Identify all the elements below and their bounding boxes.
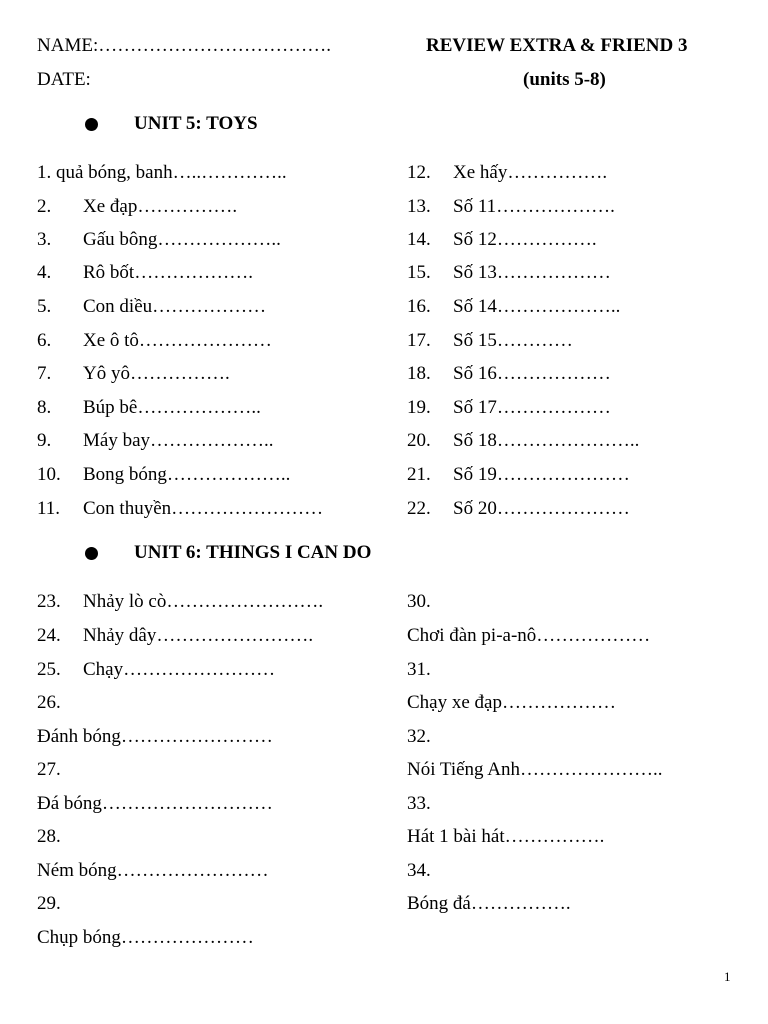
item-number: 7. [37,363,52,384]
item-text: 33. [407,793,431,814]
item-number: 24. [37,625,61,646]
list-item [37,893,61,915]
item-number: 11. [37,498,61,519]
list-item [407,229,597,251]
list-item [407,659,431,681]
list-item [37,759,61,781]
list-item [407,464,630,486]
item-text: Số 11………………. [453,196,615,217]
item-number: 4. [37,262,52,283]
item-text: Nhảy dây……………………. [83,625,314,646]
item-number: 18. [407,363,431,384]
item-number: 12. [407,162,431,183]
item-number: 25. [37,659,61,680]
item-text: Xe ô tô………………… [83,330,272,351]
item-text: Số 20………………… [453,498,630,519]
list-item [407,397,611,419]
list-item [37,659,275,681]
list-item [37,262,253,284]
item-text: 1. quả bóng, banh…..………….. [37,162,287,183]
list-item [407,860,431,882]
item-text: Số 16……………… [453,363,611,384]
date-field-label: DATE: [37,69,91,90]
item-text: 34. [407,860,431,881]
list-item [37,430,274,452]
bullet-icon [85,118,98,131]
list-item [37,464,290,486]
item-text: 27. [37,759,61,780]
list-item [37,927,254,949]
list-item [407,591,431,613]
item-text: Xe hấy……………. [453,162,608,183]
bullet-icon [85,547,98,560]
list-item [407,162,607,184]
list-item [37,397,261,419]
item-text: Ném bóng…………………… [37,860,269,881]
item-text: Hát 1 bài hát……………. [407,826,605,847]
item-text: Chạy xe đạp……………… [407,692,616,713]
list-item [37,330,272,352]
item-number: 5. [37,296,52,317]
list-item [37,162,287,184]
list-item [37,296,266,318]
item-number: 15. [407,262,431,283]
item-text: Rô bốt………………. [83,262,253,283]
item-text: 32. [407,726,431,747]
item-text: Số 14……………….. [453,296,621,317]
name-field-label: NAME:………………………………. [37,35,331,56]
item-text: Con diều……………… [83,296,267,317]
item-text: 29. [37,893,61,914]
item-text: 26. [37,692,61,713]
list-item [37,726,273,748]
item-number: 21. [407,464,431,485]
item-text: Số 13……………… [453,262,611,283]
worksheet-subtitle: (units 5-8) [523,69,606,90]
list-item [407,262,611,284]
item-text: Chơi đàn pi-a-nô……………… [407,625,651,646]
item-number: 2. [37,196,52,217]
item-number: 10. [37,464,61,485]
list-item [407,726,431,748]
item-text: 28. [37,826,61,847]
list-item [407,692,616,714]
item-text: Búp bê……………….. [83,397,261,418]
item-number: 22. [407,498,431,519]
item-text: Số 17……………… [453,397,611,418]
item-number: 17. [407,330,431,351]
item-number: 6. [37,330,52,351]
item-text: 31. [407,659,431,680]
item-number: 9. [37,430,52,451]
list-item [37,498,323,520]
list-item [37,229,281,251]
list-item [407,498,630,520]
item-text: Số 12……………. [453,229,597,250]
list-item [407,363,611,385]
item-text: Con thuyền…………………… [83,498,324,519]
page-number: 1 [724,969,731,984]
unit5-heading: UNIT 5: TOYS [134,113,258,134]
item-text: Máy bay……………….. [83,430,274,451]
list-item [407,793,431,815]
item-text: Bong bóng……………….. [83,464,291,485]
item-text: Gấu bông……………….. [83,229,281,250]
list-item [407,625,650,647]
item-number: 20. [407,430,431,451]
item-text: Số 18………………….. [453,430,640,451]
list-item [407,196,615,218]
list-item [37,692,61,714]
list-item [407,430,639,452]
item-number: 8. [37,397,52,418]
item-number: 16. [407,296,431,317]
list-item [407,826,604,848]
unit6-heading: UNIT 6: THINGS I CAN DO [134,542,372,563]
list-item [37,793,273,815]
item-text: Nhảy lò cò……………………. [83,591,324,612]
list-item [407,893,571,915]
item-number: 19. [407,397,431,418]
list-item [407,759,662,781]
item-text: Bóng đá……………. [407,893,571,914]
item-text: Chạy…………………… [83,659,276,680]
item-number: 3. [37,229,52,250]
item-number: 13. [407,196,431,217]
item-text: Số 19………………… [453,464,630,485]
item-text: Nói Tiếng Anh………………….. [407,759,663,780]
list-item [37,196,237,218]
item-text: Số 15………… [453,330,573,351]
item-text: 30. [407,591,431,612]
item-text: Xe đạp……………. [83,196,238,217]
item-text: Đá bóng……………………… [37,793,273,814]
item-text: Chụp bóng………………… [37,927,254,948]
list-item [37,826,61,848]
list-item [37,625,313,647]
list-item [407,330,573,352]
list-item [37,860,269,882]
item-text: Yô yô……………. [83,363,230,384]
item-number: 14. [407,229,431,250]
list-item [37,591,323,613]
list-item [407,296,620,318]
item-number: 23. [37,591,61,612]
worksheet-title: REVIEW EXTRA & FRIEND 3 [426,35,688,56]
item-text: Đánh bóng…………………… [37,726,273,747]
list-item [37,363,230,385]
